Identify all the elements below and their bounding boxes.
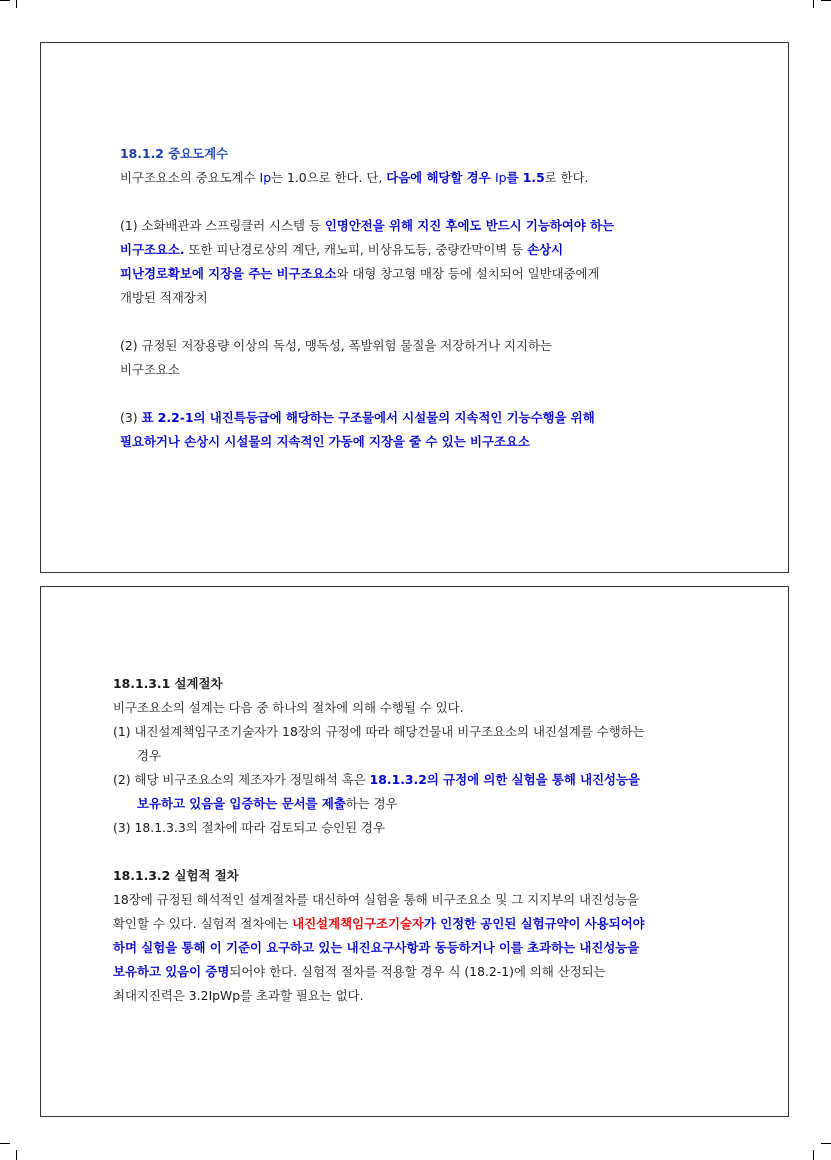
intro-paragraph xyxy=(120,166,748,190)
text-run: 로 한다. xyxy=(544,170,589,185)
item-1-line-2 xyxy=(120,238,748,262)
text-run: 보유하고 있음을 입증하는 문서를 제출 xyxy=(137,796,346,811)
section-heading: 18.1.3.1 설계절차 xyxy=(113,676,223,691)
text-run: 와 대형 창고형 매장 등에 설치되어 일반대중에게 xyxy=(336,266,600,281)
text-run: 비구조요소의 중요도계수 xyxy=(120,170,260,185)
item-3-line-1 xyxy=(120,406,748,430)
text-run: 확인할 수 있다. 실험적 절차에는 xyxy=(113,916,293,931)
item-2-line-2: 비구조요소 xyxy=(120,362,180,377)
text-run: 18.1.3.2의 규정에 의한 실험을 통해 내진성능을 xyxy=(369,772,640,787)
text-run: 하는 경우 xyxy=(345,796,398,811)
text-run: (2) 해당 비구조요소의 제조자가 정밀해석 혹은 xyxy=(113,772,370,787)
slide-panel-design-procedure xyxy=(40,586,789,1117)
section-1-item-3: (3) 18.1.3.3의 절차에 따라 검토되고 승인된 경우 xyxy=(113,820,385,835)
section-heading: 18.1.2 중요도계수 xyxy=(120,146,229,161)
item-1-line-4: 개방된 적재장치 xyxy=(120,290,208,305)
crop-mark-top-left-h xyxy=(0,0,10,1)
text-run: 피난경로확보에 지장을 주는 비구조요소 xyxy=(120,266,337,281)
text-run: 를 1.5 xyxy=(506,170,545,185)
slide-panel-importance-factor xyxy=(40,42,789,573)
section-2-line-2 xyxy=(113,912,748,936)
text-run: 가 인정한 공인된 실험규약이 사용되어야 xyxy=(423,916,645,931)
crop-mark-top-right-h xyxy=(821,0,831,1)
section-2-line-3: 하며 실험을 통해 이 기준이 요구하고 있는 내진요구사항과 동등하거나 이를 초과하는 내진성능을 xyxy=(113,940,640,955)
text-run: (3) xyxy=(120,410,142,425)
text-run: 비구조요소. xyxy=(120,242,185,257)
item-1-line-3 xyxy=(120,262,748,286)
panel-content xyxy=(120,142,748,454)
text-run: 또한 피난경로상의 계단, 캐노피, 비상유도등, 중량칸막이벽 등 xyxy=(184,242,528,257)
text-run: 보유하고 있음이 증명 xyxy=(113,964,230,979)
text-run: Ip xyxy=(494,170,507,185)
item-3-line-2: 필요하거나 손상시 시설물의 지속적인 가동에 지장을 줄 수 있는 비구조요소 xyxy=(120,434,530,449)
section-2-line-4 xyxy=(113,960,748,984)
crop-mark-bottom-right-v xyxy=(813,1150,814,1160)
crop-mark-bottom-right-h xyxy=(821,1143,831,1144)
text-run: 되어야 한다. 실험적 절차를 적용할 경우 식 (18.2-1)에 의해 산정되는 xyxy=(229,964,606,979)
item-2-line-1: (2) 규정된 저장용량 이상의 독성, 맹독성, 폭발위험 물질을 저장하거나 지지하는 xyxy=(120,338,552,353)
text-run: 인명안전을 위해 지진 후에도 반드시 기능하여야 하는 xyxy=(324,218,615,233)
section-2-line-1: 18장에 규정된 해석적인 설계절차를 대신하여 실험을 통해 비구조요소 및 그 지지부의 내진성능을 xyxy=(113,892,639,907)
section-1-item-2-line-2 xyxy=(113,792,748,816)
section-heading: 18.1.3.2 실험적 절차 xyxy=(113,868,239,883)
section-2-line-5: 최대지진력은 3.2IpWp를 초과할 필요는 없다. xyxy=(113,988,364,1003)
text-run: (1) 소화배관과 스프링클러 시스템 등 xyxy=(120,218,325,233)
section-1-intro: 비구조요소의 설계는 다음 중 하나의 절차에 의해 수행될 수 있다. xyxy=(113,700,464,715)
text-run: 내진설계책임구조기술자 xyxy=(292,916,424,931)
text-run: 손상시 xyxy=(527,242,564,257)
text-run: 표 2.2-1의 내진특등급에 해당하는 구조물에서 시설물의 지속적인 기능수행을 위해 xyxy=(141,410,595,425)
section-1-item-1-line-1: (1) 내진설계책임구조기술자가 18장의 규정에 따라 해당건물내 비구조요소의 내진설계를 수행하는 xyxy=(113,724,645,739)
crop-mark-top-right-v xyxy=(813,0,814,8)
item-1-line-1 xyxy=(120,214,748,238)
crop-mark-bottom-left-h xyxy=(0,1143,10,1144)
crop-mark-bottom-left-v xyxy=(16,1150,17,1160)
text-run: Ip xyxy=(259,170,272,185)
crop-mark-top-left-v xyxy=(16,0,17,8)
text-run: 다음에 해당할 경우 xyxy=(386,170,495,185)
section-1-item-2-line-1 xyxy=(113,768,748,792)
text-run: 는 1.0으로 한다. 단, xyxy=(271,170,387,185)
section-1-item-1-line-2: 경우 xyxy=(137,748,161,763)
panel-content xyxy=(113,672,748,1008)
